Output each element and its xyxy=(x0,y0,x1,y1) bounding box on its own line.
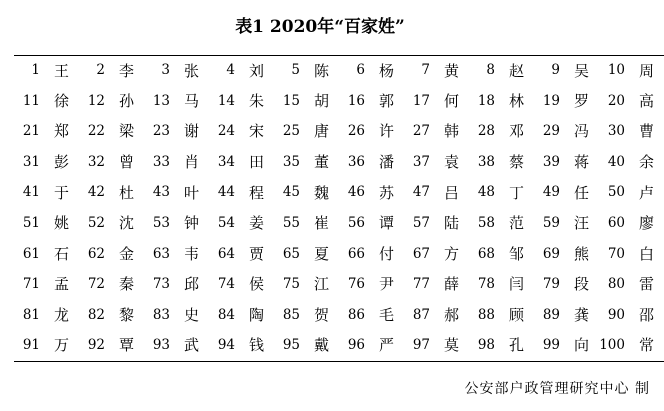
rank-number: 97 xyxy=(412,337,430,354)
surname-cell: 郝 xyxy=(443,306,459,325)
surname-cell: 孟 xyxy=(53,275,69,294)
table-row xyxy=(14,331,664,362)
page-title: 表1 2020年“百家姓” xyxy=(235,17,405,37)
rank-number: 67 xyxy=(412,245,430,262)
rank-number: 76 xyxy=(347,276,365,293)
surname-cell: 张 xyxy=(183,61,199,80)
surname-cell: 石 xyxy=(53,244,69,263)
surname-cell: 付 xyxy=(378,244,394,263)
surname-cell: 侯 xyxy=(248,275,264,294)
surname-cell: 林 xyxy=(508,91,524,110)
table-row xyxy=(14,117,664,148)
rank-number: 16 xyxy=(347,92,365,109)
rank-number: 27 xyxy=(412,123,430,140)
surname-cell: 吴 xyxy=(573,61,589,80)
table-row xyxy=(14,239,664,270)
rank-number: 30 xyxy=(607,123,625,140)
rank-number: 65 xyxy=(282,245,300,262)
surname-cell: 万 xyxy=(53,336,69,355)
rank-number: 55 xyxy=(282,215,300,232)
rank-number: 28 xyxy=(477,123,495,140)
rank-number: 99 xyxy=(542,337,560,354)
surname-cell: 廖 xyxy=(638,214,654,233)
rank-number: 96 xyxy=(347,337,365,354)
publisher-credit: 公安部户政管理研究中心 制 xyxy=(464,381,650,397)
rank-number: 7 xyxy=(421,62,430,79)
rank-number: 6 xyxy=(356,62,365,79)
rank-number: 63 xyxy=(152,245,170,262)
rank-number: 21 xyxy=(22,123,40,140)
surname-cell: 邓 xyxy=(508,122,524,141)
surname-cell: 郑 xyxy=(53,122,69,141)
surname-cell: 于 xyxy=(53,183,69,202)
rank-number: 88 xyxy=(477,306,495,323)
surname-cell: 闫 xyxy=(508,275,524,294)
rank-number: 61 xyxy=(22,245,40,262)
surname-cell: 李 xyxy=(118,61,134,80)
rank-number: 46 xyxy=(347,184,365,201)
surname-cell: 胡 xyxy=(313,91,329,110)
rank-number: 83 xyxy=(152,306,170,323)
rank-number: 59 xyxy=(542,215,560,232)
rank-number: 47 xyxy=(412,184,430,201)
surname-table-body xyxy=(14,56,664,362)
rank-number: 24 xyxy=(217,123,235,140)
rank-number: 58 xyxy=(477,215,495,232)
surname-cell: 薛 xyxy=(443,275,459,294)
rank-number: 100 xyxy=(599,337,625,354)
rank-number: 39 xyxy=(542,153,560,170)
surname-cell: 覃 xyxy=(118,336,134,355)
surname-cell: 陆 xyxy=(443,214,459,233)
table-row xyxy=(14,56,664,87)
rank-number: 53 xyxy=(152,215,170,232)
surname-cell: 丁 xyxy=(508,183,524,202)
surname-cell: 何 xyxy=(443,91,459,110)
rank-number: 19 xyxy=(542,92,560,109)
rank-number: 11 xyxy=(22,92,40,109)
surname-cell: 龙 xyxy=(53,306,69,325)
surname-cell: 高 xyxy=(638,91,654,110)
surname-cell: 卢 xyxy=(638,183,654,202)
surname-cell: 邱 xyxy=(183,275,199,294)
rank-number: 1 xyxy=(31,62,40,79)
surname-cell: 苏 xyxy=(378,183,394,202)
surname-cell: 谢 xyxy=(183,122,199,141)
rank-number: 79 xyxy=(542,276,560,293)
surname-cell: 杨 xyxy=(378,61,394,80)
rank-number: 73 xyxy=(152,276,170,293)
surname-cell: 蒋 xyxy=(573,153,589,172)
surname-cell: 田 xyxy=(248,153,264,172)
rank-number: 57 xyxy=(412,215,430,232)
surname-cell: 段 xyxy=(573,275,589,294)
rank-number: 42 xyxy=(87,184,105,201)
surname-cell: 金 xyxy=(118,244,134,263)
rank-number: 77 xyxy=(412,276,430,293)
surname-cell: 曹 xyxy=(638,122,654,141)
surname-cell: 邹 xyxy=(508,244,524,263)
surname-cell: 吕 xyxy=(443,183,459,202)
rank-number: 45 xyxy=(282,184,300,201)
rank-number: 71 xyxy=(22,276,40,293)
surname-cell: 雷 xyxy=(638,275,654,294)
surname-cell: 冯 xyxy=(573,122,589,141)
rank-number: 36 xyxy=(347,153,365,170)
surname-cell: 黄 xyxy=(443,61,459,80)
surname-cell: 钟 xyxy=(183,214,199,233)
surname-cell: 刘 xyxy=(248,61,264,80)
rank-number: 41 xyxy=(22,184,40,201)
rank-number: 43 xyxy=(152,184,170,201)
rank-number: 91 xyxy=(22,337,40,354)
rank-number: 4 xyxy=(226,62,235,79)
rank-number: 15 xyxy=(282,92,300,109)
surname-cell: 程 xyxy=(248,183,264,202)
surname-cell: 朱 xyxy=(248,91,264,110)
surname-cell: 汪 xyxy=(573,214,589,233)
table-row xyxy=(14,270,664,301)
surname-cell: 陶 xyxy=(248,306,264,325)
rank-number: 92 xyxy=(87,337,105,354)
rank-number: 26 xyxy=(347,123,365,140)
rank-number: 33 xyxy=(152,153,170,170)
rank-number: 25 xyxy=(282,123,300,140)
surname-cell: 余 xyxy=(638,153,654,172)
surname-cell: 周 xyxy=(638,61,654,80)
surname-cell: 贺 xyxy=(313,306,329,325)
rank-number: 80 xyxy=(607,276,625,293)
surname-cell: 潘 xyxy=(378,153,394,172)
rank-number: 3 xyxy=(161,62,170,79)
surname-cell: 范 xyxy=(508,214,524,233)
surname-cell: 马 xyxy=(183,91,199,110)
surname-cell: 魏 xyxy=(313,183,329,202)
rank-number: 9 xyxy=(551,62,560,79)
rank-number: 37 xyxy=(412,153,430,170)
rank-number: 62 xyxy=(87,245,105,262)
table-row xyxy=(14,86,664,117)
surname-cell: 韦 xyxy=(183,244,199,263)
rank-number: 64 xyxy=(217,245,235,262)
surname-cell: 任 xyxy=(573,183,589,202)
rank-number: 69 xyxy=(542,245,560,262)
rank-number: 54 xyxy=(217,215,235,232)
rank-number: 66 xyxy=(347,245,365,262)
table-row xyxy=(14,300,664,331)
surname-cell: 梁 xyxy=(118,122,134,141)
rank-number: 40 xyxy=(607,153,625,170)
rank-number: 85 xyxy=(282,306,300,323)
rank-number: 44 xyxy=(217,184,235,201)
surname-cell: 白 xyxy=(638,244,654,263)
table-row xyxy=(14,208,664,239)
surname-cell: 彭 xyxy=(53,153,69,172)
rank-number: 74 xyxy=(217,276,235,293)
rank-number: 18 xyxy=(477,92,495,109)
rank-number: 17 xyxy=(412,92,430,109)
rank-number: 84 xyxy=(217,306,235,323)
rank-number: 81 xyxy=(22,306,40,323)
surname-cell: 夏 xyxy=(313,244,329,263)
surname-cell: 谭 xyxy=(378,214,394,233)
rank-number: 10 xyxy=(607,62,625,79)
table-row xyxy=(14,147,664,178)
rank-number: 51 xyxy=(22,215,40,232)
rank-number: 70 xyxy=(607,245,625,262)
rank-number: 34 xyxy=(217,153,235,170)
surname-cell: 赵 xyxy=(508,61,524,80)
surname-cell: 韩 xyxy=(443,122,459,141)
surname-cell: 董 xyxy=(313,153,329,172)
rank-number: 31 xyxy=(22,153,40,170)
rank-number: 22 xyxy=(87,123,105,140)
rank-number: 48 xyxy=(477,184,495,201)
rank-number: 87 xyxy=(412,306,430,323)
rank-number: 98 xyxy=(477,337,495,354)
surname-cell: 姚 xyxy=(53,214,69,233)
rank-number: 60 xyxy=(607,215,625,232)
rank-number: 52 xyxy=(87,215,105,232)
surname-cell: 方 xyxy=(443,244,459,263)
rank-number: 49 xyxy=(542,184,560,201)
surname-cell: 唐 xyxy=(313,122,329,141)
rank-number: 29 xyxy=(542,123,560,140)
surname-cell: 武 xyxy=(183,336,199,355)
surname-cell: 熊 xyxy=(573,244,589,263)
rank-number: 32 xyxy=(87,153,105,170)
surname-cell: 龚 xyxy=(573,306,589,325)
surname-table-wrapper xyxy=(14,55,654,362)
surname-cell: 陈 xyxy=(313,61,329,80)
surname-cell: 江 xyxy=(313,275,329,294)
surname-cell: 袁 xyxy=(443,153,459,172)
surname-cell: 贾 xyxy=(248,244,264,263)
surname-cell: 邵 xyxy=(638,306,654,325)
surname-cell: 曾 xyxy=(118,153,134,172)
rank-number: 38 xyxy=(477,153,495,170)
surname-cell: 徐 xyxy=(53,91,69,110)
surname-cell: 钱 xyxy=(248,336,264,355)
rank-number: 5 xyxy=(291,62,300,79)
surname-cell: 姜 xyxy=(248,214,264,233)
surname-cell: 顾 xyxy=(508,306,524,325)
surname-cell: 毛 xyxy=(378,306,394,325)
rank-number: 94 xyxy=(217,337,235,354)
rank-number: 93 xyxy=(152,337,170,354)
surname-cell: 黎 xyxy=(118,306,134,325)
surname-cell: 严 xyxy=(378,336,394,355)
rank-number: 89 xyxy=(542,306,560,323)
surname-cell: 常 xyxy=(638,336,654,355)
surname-cell: 蔡 xyxy=(508,153,524,172)
surname-cell: 戴 xyxy=(313,336,329,355)
rank-number: 14 xyxy=(217,92,235,109)
surname-cell: 王 xyxy=(53,61,69,80)
table-row xyxy=(14,178,664,209)
rank-number: 90 xyxy=(607,306,625,323)
surname-cell: 叶 xyxy=(183,183,199,202)
surname-cell: 尹 xyxy=(378,275,394,294)
rank-number: 20 xyxy=(607,92,625,109)
surname-table xyxy=(14,55,664,362)
surname-cell: 沈 xyxy=(118,214,134,233)
rank-number: 82 xyxy=(87,306,105,323)
rank-number: 86 xyxy=(347,306,365,323)
rank-number: 13 xyxy=(152,92,170,109)
rank-number: 72 xyxy=(87,276,105,293)
surname-cell: 肖 xyxy=(183,153,199,172)
rank-number: 56 xyxy=(347,215,365,232)
surname-cell: 秦 xyxy=(118,275,134,294)
rank-number: 12 xyxy=(87,92,105,109)
surname-cell: 罗 xyxy=(573,91,589,110)
surname-cell: 莫 xyxy=(443,336,459,355)
surname-cell: 杜 xyxy=(118,183,134,202)
rank-number: 23 xyxy=(152,123,170,140)
rank-number: 75 xyxy=(282,276,300,293)
rank-number: 78 xyxy=(477,276,495,293)
rank-number: 2 xyxy=(96,62,105,79)
rank-number: 50 xyxy=(607,184,625,201)
surname-cell: 孔 xyxy=(508,336,524,355)
rank-number: 95 xyxy=(282,337,300,354)
rank-number: 68 xyxy=(477,245,495,262)
rank-number: 35 xyxy=(282,153,300,170)
surname-cell: 向 xyxy=(573,336,589,355)
surname-cell: 孙 xyxy=(118,91,134,110)
surname-cell: 许 xyxy=(378,122,394,141)
surname-cell: 郭 xyxy=(378,91,394,110)
surname-cell: 史 xyxy=(183,306,199,325)
rank-number: 8 xyxy=(486,62,495,79)
surname-cell: 崔 xyxy=(313,214,329,233)
surname-cell: 宋 xyxy=(248,122,264,141)
